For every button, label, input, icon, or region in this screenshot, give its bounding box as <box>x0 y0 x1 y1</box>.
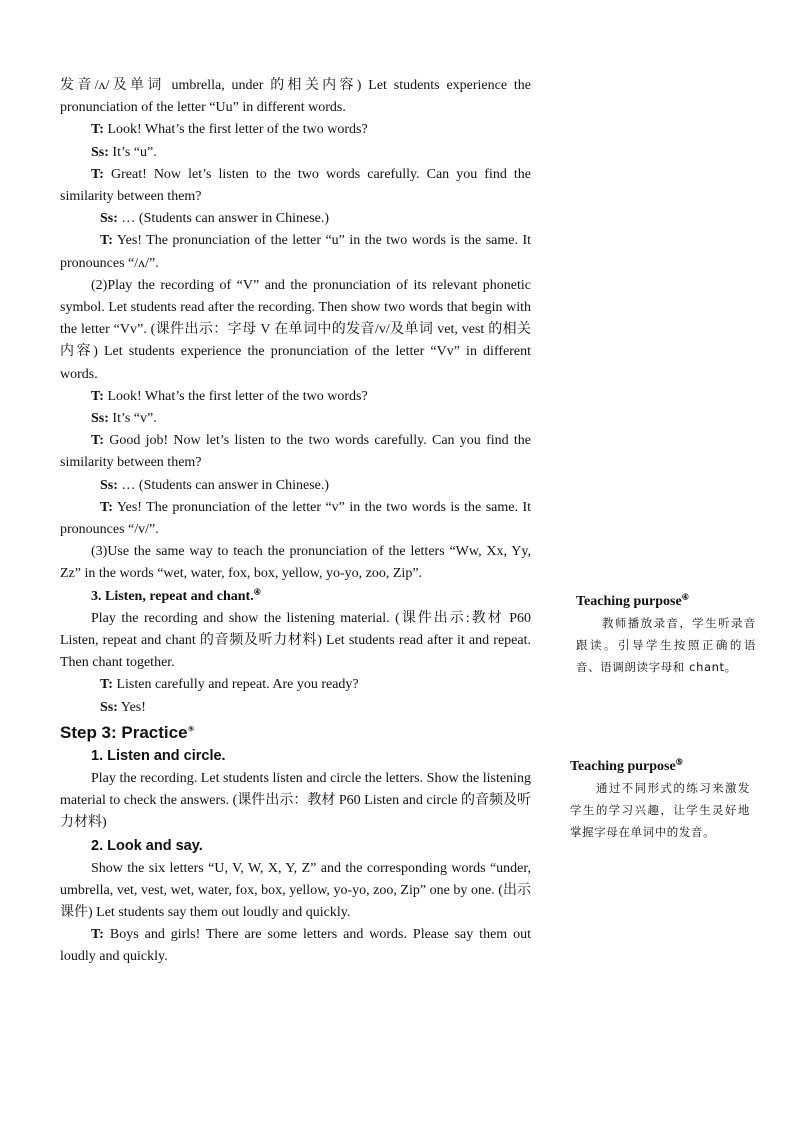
paragraph-text: Great! Now let’s listen to the two words carefully. Can you find the similarity between them? <box>60 166 531 205</box>
paragraph <box>60 674 531 696</box>
paragraph-text: 2. Look and say. <box>91 837 203 854</box>
speaker-label: T: <box>100 233 113 249</box>
section-heading <box>60 835 531 858</box>
paragraph <box>60 230 531 274</box>
paragraph <box>60 697 531 719</box>
speaker-label: T: <box>91 122 104 138</box>
paragraph <box>60 408 531 430</box>
paragraph <box>60 768 531 835</box>
paragraph <box>60 208 531 230</box>
paragraph <box>60 75 531 119</box>
footnote-marker: ⑤ <box>675 757 683 767</box>
teaching-purpose-note-4 <box>576 592 756 678</box>
footnote-marker: ④ <box>681 592 689 602</box>
paragraph <box>60 386 531 408</box>
note-text: 教师播放录音，学生听录音跟读。引导学生按照正确的语音、语调朗读字母和 chant。 <box>576 616 756 674</box>
speaker-label: Ss: <box>100 211 118 227</box>
step-heading <box>60 721 531 745</box>
speaker-label: T: <box>91 433 104 449</box>
paragraph-text: Look! What’s the first letter of the two words? <box>103 122 368 138</box>
paragraph <box>60 608 531 675</box>
paragraph <box>60 475 531 497</box>
paragraph <box>60 164 531 208</box>
footnote-marker: ⑤ <box>187 724 195 734</box>
paragraph-text: It’s “v”. <box>108 411 157 427</box>
paragraph-text: (3)Use the same way to teach the pronunciation of the letters “Ww, Xx, Yy, Zz” in the words “wet, water, fox, box, yellow, yo-yo, zoo, Zip”. <box>60 544 531 582</box>
paragraph <box>60 142 531 164</box>
paragraph-text: Listen carefully and repeat. Are you ready? <box>112 677 359 693</box>
paragraph-text: Yes! <box>117 699 146 715</box>
speaker-label: T: <box>91 166 104 182</box>
note-title: Teaching purpose⑤ <box>570 757 683 774</box>
speaker-label: T: <box>91 388 104 404</box>
paragraph <box>60 858 531 925</box>
speaker-label: Ss: <box>91 411 109 427</box>
paragraph <box>60 430 531 474</box>
lesson-plan-main-column <box>60 75 531 969</box>
speaker-label: Ss: <box>91 144 109 160</box>
speaker-label: Ss: <box>100 477 118 493</box>
speaker-label: Ss: <box>100 699 118 715</box>
speaker-label: T: <box>91 927 104 943</box>
paragraph-text: 3. Listen, repeat and chant. <box>91 588 254 604</box>
paragraph <box>60 924 531 968</box>
speaker-label: T: <box>100 677 113 693</box>
paragraph <box>60 497 531 541</box>
section-heading <box>60 745 531 768</box>
paragraph <box>60 541 531 585</box>
paragraph <box>60 119 531 141</box>
paragraph-text: Yes! The pronunciation of the letter “v” in the two words is the same. It pronounces “/v/”. <box>60 499 531 538</box>
paragraph-text: Look! What’s the first letter of the two words? <box>103 388 368 404</box>
paragraph-text: It’s “u”. <box>108 144 157 160</box>
footnote-marker: ④ <box>253 587 261 597</box>
paragraph-text: Yes! The pronunciation of the letter “u” in the two words is the same. It pronounces “/ʌ/”. <box>60 233 531 271</box>
note-title: Teaching purpose④ <box>576 592 689 609</box>
paragraph-text: Step 3: Practice <box>60 722 188 742</box>
speaker-label: T: <box>100 499 113 515</box>
note-text: 通过不同形式的练习来激发学生的学习兴趣，让学生灵好地掌握字母在单词中的发音。 <box>570 781 750 839</box>
paragraph <box>60 275 531 386</box>
paragraph-text: Good job! Now let’s listen to the two words carefully. Can you find the similarity between them? <box>60 433 531 471</box>
paragraph-text: … (Students can answer in Chinese.) <box>117 477 330 493</box>
paragraph-text: … (Students can answer in Chinese.) <box>117 211 330 227</box>
paragraph-text: Play the recording and show the listening material. (课件出示:教材 P60 Listen, repeat and chant 的音频及听力材料) Let students read after it and repeat. Then chant together. <box>60 610 531 671</box>
section-heading <box>60 586 531 608</box>
paragraph-text: Play the recording. Let students listen and circle the letters. Show the listening material to check the answers. (课件出示：教材 P60 Listen and circle 的音频及听力材料) <box>60 770 531 831</box>
paragraph-text: Show the six letters “U, V, W, X, Y, Z” and the corresponding words “under, umbrella, vet, vest, wet, water, fox, box, yellow, yo-yo, zoo, Zip” one by one. (出示课件) Let students say them out loudly and quickly. <box>60 860 531 920</box>
paragraph-text: 发音/ʌ/及单词 umbrella, under 的相关内容) Let students experience the pronunciation of the letter “Uu” in different words. <box>60 78 531 116</box>
paragraph-text: 1. Listen and circle. <box>91 747 226 764</box>
teaching-purpose-note-5 <box>570 757 750 843</box>
paragraph-text: (2)Play the recording of “V” and the pronunciation of its relevant phonetic symbol. Let students read after the recording. Then show two words that begin with the letter “Vv”. (课件出示：字母 V 在单词中的发音/v/及单词 vet, vest 的相关内容) Let students experience the pronunciation of the letter “Vv” in different words. <box>60 277 531 382</box>
paragraph-text: Boys and girls! There are some letters and words. Please say them out loudly and quickly. <box>60 927 531 965</box>
